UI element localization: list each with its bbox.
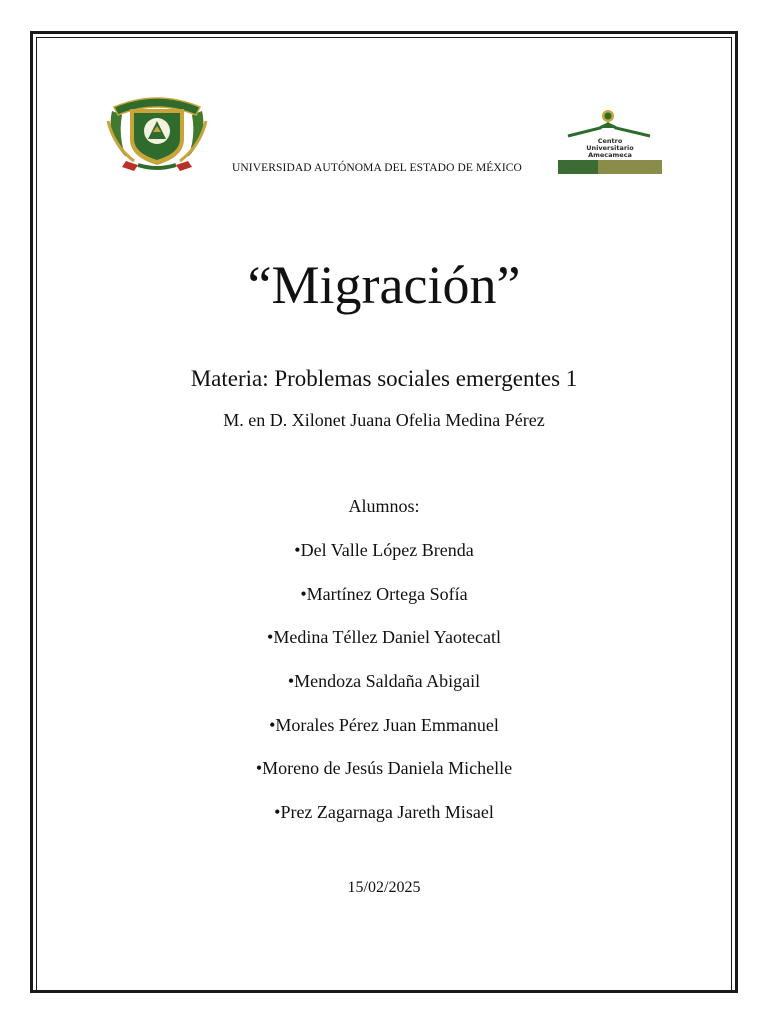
right-logo-line1: Centro (597, 137, 623, 145)
university-name: UNIVERSIDAD AUTÓNOMA DEL ESTADO DE MÉXICO (232, 162, 522, 174)
student-item: •Medina Téllez Daniel Yaotecatl (267, 627, 501, 648)
teacher-name: M. en D. Xilonet Juana Ofelia Medina Pérez (223, 410, 545, 430)
students-heading: Alumnos: (348, 496, 420, 516)
student-item: •Del Valle López Brenda (294, 540, 474, 560)
uaemex-crest-logo (104, 91, 210, 175)
subject-line: Materia: Problemas sociales emergentes 1 (190, 366, 578, 391)
student-item: •Martínez Ortega Sofía (300, 583, 468, 604)
right-logo-line3: Amecameca (588, 151, 632, 159)
student-item: •Prez Zagarnaga Jareth Misael (274, 802, 494, 823)
student-item: •Mendoza Saldaña Abigail (287, 671, 481, 692)
right-logo-line2: Universitario (586, 144, 634, 152)
student-item: •Moreno de Jesús Daniela Michelle (255, 758, 513, 779)
centro-universitario-amecameca-logo (558, 96, 662, 176)
student-list (0, 539, 768, 845)
document-title: “Migración” (247, 255, 521, 315)
student-item: •Morales Pérez Juan Emmanuel (269, 714, 499, 735)
document-date: 15/02/2025 (347, 879, 421, 896)
